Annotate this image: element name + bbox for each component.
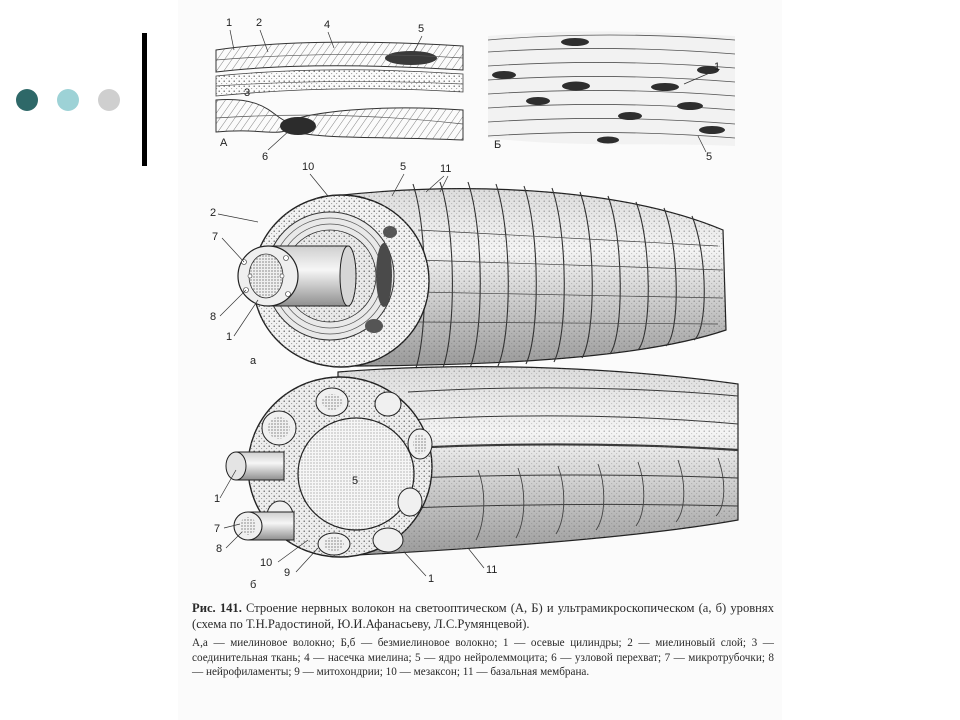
panel-b-label-10: 10 — [260, 557, 273, 569]
panel-a-letter: а — [250, 355, 257, 367]
panel-B-label-5: 5 — [706, 151, 713, 163]
panel-B-unmyelinated-fiber — [488, 31, 735, 163]
panel-b-label-7: 7 — [214, 523, 221, 535]
panel-B-label-1: 1 — [714, 61, 721, 73]
accent-dot-light-teal — [57, 89, 79, 111]
panel-b-label-5: 5 — [352, 475, 359, 487]
panel-b-label-1-left: 1 — [214, 493, 221, 505]
panel-a-label-7: 7 — [212, 231, 219, 243]
panel-a-label-8: 8 — [210, 311, 217, 323]
panel-A-letter: А — [220, 137, 228, 149]
panel-b-label-1-bottom: 1 — [428, 573, 435, 585]
caption-title: Строение нервных волокон на светооптическом (А, Б) и ультрамикроскопическом (а, б) уровнях (схема по Т.Н.Радостиной, Ю.И.Афанасьеву, Л.С.Румянцевой). — [192, 601, 775, 631]
panel-a-label-2: 2 — [210, 207, 217, 219]
panel-a-label-10: 10 — [302, 161, 315, 173]
panel-A-label-5: 5 — [418, 23, 425, 35]
panel-B-letter: Б — [494, 139, 502, 151]
caption-legend: А,а — миелиновое волокно; Б,б — безмиелиновое волокно; 1 — осевые цилиндры; 2 — миелиновый слой; 3 — соединительная ткань; 4 — насечка миелина; 5 — ядро нейролеммоцита; 6 — узловой перехват; 7 — микротрубочки; 8 — нейрофиламенты; 9 — митохондрии; 10 — мезаксон; 11 — базальная мембрана. — [192, 637, 774, 678]
panel-a-myelinated-ultrastructure — [210, 161, 726, 368]
panel-b-label-8: 8 — [216, 543, 223, 555]
figure-caption — [192, 600, 774, 680]
panel-b-label-9: 9 — [284, 567, 291, 579]
panel-a-label-11: 11 — [440, 163, 452, 175]
panel-A-label-1: 1 — [226, 17, 233, 29]
accent-dot-grey — [98, 89, 120, 111]
figure-number: Рис. 141. — [192, 601, 242, 615]
panel-A-label-4: 4 — [324, 19, 331, 31]
panel-b-letter: б — [250, 579, 257, 591]
accent-dot-teal — [16, 89, 38, 111]
panel-A-label-3: 3 — [244, 87, 251, 99]
panel-b-unmyelinated-ultrastructure — [214, 367, 738, 591]
textbook-page — [178, 0, 782, 720]
panel-a-label-1: 1 — [226, 331, 233, 343]
panel-a-label-5: 5 — [400, 161, 407, 173]
panel-A-label-6: 6 — [262, 151, 269, 163]
caption-title-line — [192, 600, 774, 632]
nerve-fiber-figure — [178, 0, 782, 600]
title-divider-bar — [142, 33, 147, 166]
panel-A-myelinated-fiber — [216, 17, 463, 163]
panel-A-label-2: 2 — [256, 17, 263, 29]
panel-b-label-11: 11 — [486, 564, 498, 576]
